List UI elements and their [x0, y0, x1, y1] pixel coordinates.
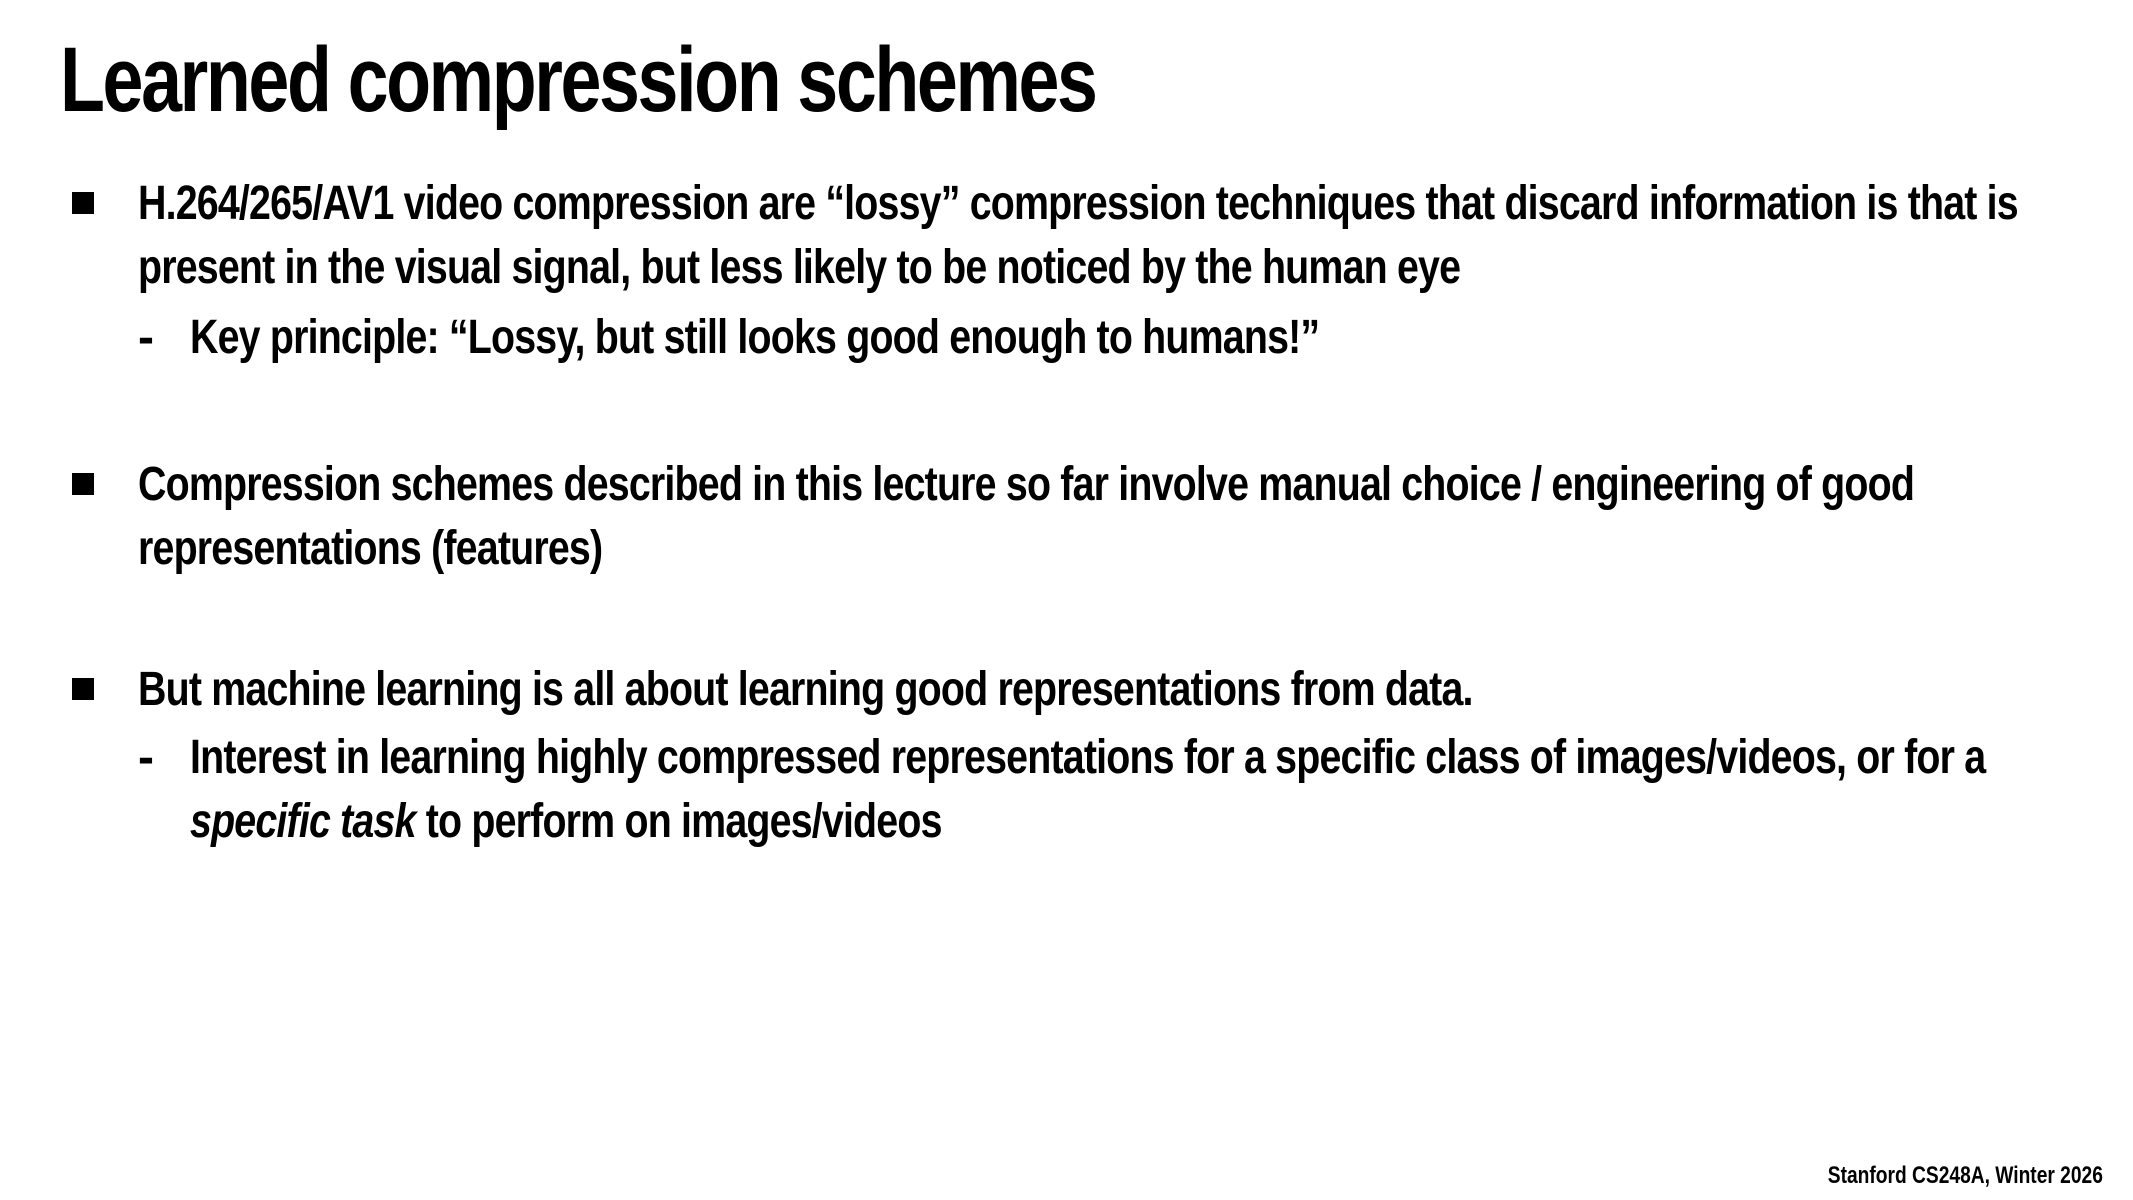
slide-title: Learned compression schemes [60, 29, 1096, 131]
sub-bullet-text: Key principle: “Lossy, but still looks good enough to humans!” [190, 311, 1320, 364]
square-bullet-icon [72, 678, 94, 700]
sub-text-italic: specific task [190, 795, 416, 848]
sub-bullet-text [190, 726, 2092, 854]
bullet-text: But machine learning is all about learning good representations from data. [138, 663, 1473, 716]
square-bullet-icon [72, 473, 94, 495]
sub-text-before: Interest in learning highly compressed representations for a specific class of images/videos, or for a [190, 731, 1986, 784]
bullet-text: Compression schemes described in this lecture so far involve manual choice / engineering of good representations (features) [138, 458, 1915, 575]
square-bullet-icon [72, 192, 94, 214]
bullet-text: H.264/265/AV1 video compression are “lossy” compression techniques that discard information is that is present in the visual signal, but less likely to be noticed by the human eye [138, 177, 2018, 294]
sub-text-after: to perform on images/videos [415, 795, 942, 848]
slide-footer: Stanford CS248A, Winter 2026 [1827, 1162, 2103, 1189]
dash-bullet-icon: - [138, 731, 154, 784]
dash-bullet-icon: - [138, 311, 154, 364]
